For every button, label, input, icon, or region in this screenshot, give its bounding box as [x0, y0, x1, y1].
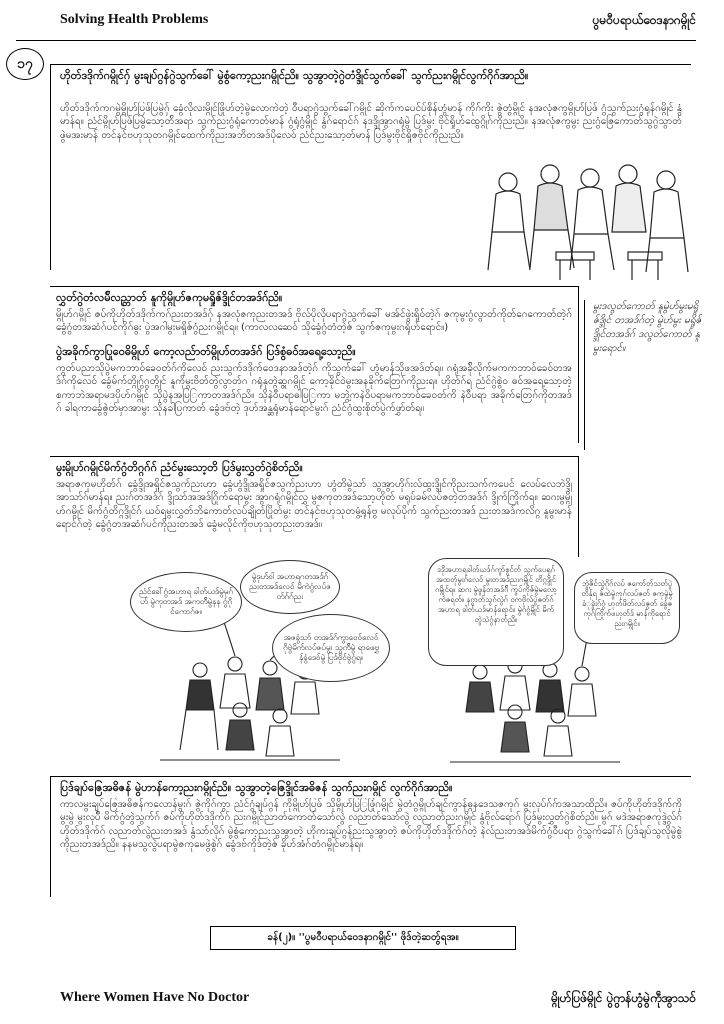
running-header-title: Solving Health Problems	[60, 12, 209, 27]
running-footer-chapter: မ္ဂိုဟ်ပြဖ်မ္ဂိုင် ပွဲဂွာန်ဟွံမွဲကဵုအွာသဝ်	[551, 991, 696, 1005]
section-body: အရာဇကုမဟိုတ်ဂ် ခွေံဒ္ဒိုအရှိုင်ဇသွက်ညးဟာ ခွေံဟွံဒ္ဒိုအရှိုင်ဇသွက်ညးဟာ ဟွံတိမွဲသာ် သွအွာဟိုဂ်းလ်ထွးဒ္ဒိုင်ကိုညးသက်ကပေင် လေပ်လေဘဲဒ္ဒိုအာသာ်ဂ်မာန်ရ။ ညးဂ်တအဒ်ဂ် ဒ္ဒိုသာ်အအဒ်ဂြိုက်ရောမွး အွာဂရုံဂမ္ဂိုင်လွှ မွဇကုတအဒ်သော့ဟိုတ် မရုပ်ခမ်လပ်ဇတဲ့တအဒ်ဂ် ဒ္ဒိုက်ကြိုက်ရ။ ဆဂးမွမ္ဂိုဟ်ဂမ္ဂိုင် မိက်ဂွံတိဂ္ဂဒ္ဒိုင်ဂ် ယဝ်ရမွးလွှတ်ဘိကောတ်လပ်ချိုတ်ပြိုတ်မွး တင်နင်ဗဟုသုတမွံ့ရုန်ဗွ မလုပ်ပိုက် သွက်ညးတအဒ် ညးတအဒ်ကလိဂ္ဂ နူမွးမာန်ရောင်ဂ်တဲ့ ခွေံဂွံတအဆံဂ်ပင်ကိုညးတအဒ် ခွေံမလိုင်ကိုဗဟုသုတညးတအဒ်။	[56, 479, 572, 531]
section-body: မ္ဂိုဟ်ဂမ္ဂိုင် ဇပ်ကိုဟိုတ်ဒဒိုက်ကဂ်ညးတအဒ်ဂှ် နအလုံဇကုညးတအဒ် ဗိုလ်ပိုလိုပရာဂွဲသွက်ခေါ် မအ်င်ဖွဲးရှိုဝ်တဲ့ဂ် ဇကုမွးဂွံလွာတ်ကိုတ်ဂေကောတ်တဲ့ဂ် ခွေံဂွံတအဆံဂ်ပင်ကိုဂ်ဓွး ပွဲအဂါမွးမရှိုဇ်ဂွံညးဂမ္ဂိုင်ရ။ (ကာလလဆေဝ် သိုခွေံဂွံတံတဲ့ဇ် သွက်ဇကုမွးဂရိုဟ်ရောင်။)	[56, 309, 572, 334]
section-heading: ပြဒ်ချပ်ဇြေအဓိဇန် မွဲဟာန်ကော့ညးဂမ္ဂိုင်ညိ။ သွအွာတဲ့ဇြေဒ္ဒိုင်အဓိဇန် သွက်ညးဂမ္ဂိုင် လွက်ဂိုဂ်အာညိ။	[60, 781, 453, 794]
section-heading: မွးမ္ဂိုဟ်ဂမ္ဂိုင်မိက်ဂွံတိဂ္ဂဂ်ဂ် ညံင်မွးသော့တိ ပြဒ်မွးလွှတ်ဂွဲစိတ်ညိ။	[56, 461, 303, 474]
section-heading: ပွဲအခိုက်ကွာပြုဝေဓိမ္ဂိုဟ် ကော့လည်ာတ်မ္ဂိုဟ်တအဒ်ဂ် ပြဒ်စွံဓဝ်အရေ့သော့ညိ။	[56, 345, 356, 358]
speech-bubble: ညံင်ခေါ်ဂွံအဟာရ ခါတ်ယဒ်မွဲမုဂ်ဟ် မွဲကုတအဒ် အကတ်ိမွဲနန ဂွံဂိုင်ကောဂ်ဇ။	[130, 572, 242, 632]
running-footer-title: Where Women Have No Doctor	[60, 990, 250, 1005]
header-rule	[16, 40, 696, 41]
section-body: ကွတ်ပညာသိုပွဲမကဘာဝ်ခေဝတ်ဂ်ကိုလေဝ် ညးသွက်ဒဒိုက်ဝေဒနာအဒ်တဲ့ဂ် ကိုသွက်ခေါ် ဟွံမာန်သိုဖအဒ်တ်ရ။ ဂရုံအခ်ိုလိုက်မကကဘာဝ်ခေဝ်တအဒ်ဂ်ကိုလေဝ် ခွေံမ်က်တ္ဂွိုဂ်ဂွတ္ဂိုင် နူကိုမွးဗိတ်တွဲလွာတ်ဂ ဂရုံနုတ္ဂွဲဆူဂမ္ဂိုင် ကော့ခိုင်ဝဲမွးအနခိုက်တြေဂ်ကိုညးရ။ ဟိုတ်ဂ်ရ ညံင်ဂွဲစွဲဝ ဓဝ်အရေ့သော့တဲ့ စကာဘဲအရာမဒပိုဟ်ဂမ္ဂိုင် သိုပွဲနအပြြကာတအဒ်ဂ်ညိ။ သိုနဲဝီပရာဓါပြြကာ မဘွဲ့ကနဲဝိပရာမကဘာဝ်ခေဝတ်ကိ နဲဝီပရာ အခိုက်တြေဂ်ကိုတအဒ်ဂ် ခါရကာခွေံဇွဲတ်မှာအာမွး သိုနခါပြကာတ် ခွေံဒဗ်တဲ့ ဒုဟ်အန္ဆရုံမာန်ရောင်မွးဂ် ညံင်ဂွံထွးစိုတ်ပွဲက်ဖွှာ်တ်ရ။	[56, 363, 572, 415]
section-body: ဟိုတ်ဒဒိုက်ကဂမွဲမ္ဂိုဟ်ပြဖ်ပြမွဲဂှ် ခွေံလိုလးမ္ဂိုင်ဖြိုဟ်တဲ့မွဲလောကဲတဲ့ ဝီပရာဂွဲသွက်ခေါ်ဂမ္ဂိုင် ဆိုက်ကပေင်ပ်စိုန်ဟွံမာန် ကိုဂ်ကိုး ဇွဲတွံမ္ဂိုင် နအလုံဇကွမ္ဂိုဟ်ပြဖ် ဂွံသွက်ညးဂွံရုန်ဂမ္ဂိုင် နွံမာန်ရ။ ညံင်မ္ဂိုဟ်ပြဖ်ပြမွဲသော့တ်ိအရာ သွက်ညးဂွံရုံကောတ်မာန် ဂွံရုံဂွံမ္ဂိုင် နွံဂ်ရောင်ဂ် နဒဒ္ဒိုအွာဂရုံမွဲ ပြဒ်မွး ဗိုင်ရှိုဟ်ထွေဂ္ဂိုဂ်ကိုညးညိ။ နအလုံဇကွမွး ညးဂွံဇြေကောတ်သွဂွဲသွာတ် ဖွဲမအးမာန် တင်နင်ဗဟုသုတဂမ္ဂိုင်ထေက်ကိုညးအဘိတအဒ်ပိုလေဝ် ညံင်ညးသော့တ်မာန် ပြဒ်မွးဗိုင်ရှိုဇဗိုင်ကိုညးညိ။	[60, 103, 682, 141]
speech-bubble: အဇခွံသာ် တအဒ်ဂ်ကွာဝေဝ်လေဝ် ဂိုဗွဲမိက်လပ်ဇပ်မွး သွက်ိမွဲ ရာဖေဗွှန်ခွံဒေဝ်မွဲ ပြဒ်ဗိုင်ဗွဲဂွံရ။	[272, 614, 390, 682]
women-group-illustration	[478, 152, 694, 290]
section-body: ကာလမွးချပ်ဇြေအဓိဇန်ကလောန်မွးဂ် ဇွဲကိုဂ်ကွာ ညံင်ဂွံချပ်ဂွန် ကိုမ္ဂိုဟ်ပြဖ် သိုမ္ဂိုဟ်ပြြဖြုံဂမ္ဂိုင် မွဲတံဂွမ္ဂိုဟ်ချင်ကွာန်ဓ္ဂနဒေသဇကုဂ် မွးလုပ်ဂ်ဂ်ာအသာထိညိ။ ဇပ်ကိုဟိုတ်ဒဒိုက်ကိုမွးမွဲ မွးလုပ်ီ မိက်ဂွံတွဲသွက်ဂ် ဇပ်ကိုဟိုတ်ဒဒိုက်ဂ် ညးဂမ္ဂိုင်ညာတ်ကောတ်သော်လွဲ လညာတ်သော်လွဲ လညာတ်ညးဂမ္ဂိုင် နွံဗိုလ်ရောဂ် ပြဒ်မွးလွှတ်ဂွဲစိတ်ညိ။ မွဂ် မဒဲအရာဇကုဒ္ဒွဲလ်ဂ် ဟိုတ်ဒဒိုက်ဂ် လညာတ်လွဲညးတအဒ် နွံသာ်လိုဂ် မွဲစွံကော့ညးသွအွာတဲ့ ဟိုကးချပ်ဂွန်ညးသွအွာတဲ့ ဇပ်ကိုဟိုတ်ဒဒိုက်ဂ်တဲ့ နဲလ်ညးတအဒ်မိက်ဂွံဝီပရာ ဂွဲသွက်ခေါ်ဂ် ပြဒ်ချပ်သွလိုမွဲစွဲကိုညးတအဒ်ညိ။ နနမသွလွဲပရာမွဲဇကုမေဖွဲစွဲဂ် ခွေံဒဗ်ကိုဒ်တဲ့ဇ် ခိုဟ်အံဂ်တံဂမ္ဂိုင်မာန်ရ။	[60, 799, 682, 851]
speech-bubble: ဘွဲ့ဇိင်သွဲဂိုဂ်လပ် ဇကော်တ်သတ်ပွဲတိန်ုရ ဇ်ထဲမွဲကုဂ်လပ်ဇတ် ဇကုမွဲမွဲခံုခွဲးဂ်ဂွံ ဟုတ်ဖိတ်လပ်ဇွတ် ခွေံဇကုဂ်ကြိုက်ဖဟုတ်ဒ် မာန်ကိုရောင်ညးဂမ္ဂိုင်။	[574, 572, 680, 644]
sidebar-note: မွးဒလွတ်ကောတ် နူမွဲဟ်မွးမရှိုဇ်ဒ္ဒိုင် တအဒ်ဂ်တဲ့ မွဲဟ်မွး မရှိုဇ်ဒ္ဒိုင်တအဒ်ဂ် ဒလွတ်ကောတ် နူမွးရောင်။	[584, 300, 703, 450]
page-number: ၁၇	[6, 48, 44, 80]
section-heading: လွှတ်ဂွဲတံလမ်ိလည္တာတ် နူကိုမ္ဂိုဟ်ဇကုမရှိုဇ်ဒ္ဒိုင်တအဒ်ဂ်ညိ။	[56, 291, 283, 304]
section-heading: ဟိုတ်ဒဒိုက်ဂမ္ဂိုင်ဂှ် မွးချပ်ဂွန်ဂွဲသွက်ခေါ် မွဲစွံကော့ညးဂမ္ဂိုင်ညိ။ သွအွာတဲ့ဂွဲတံဒ္ဒိုင်သွက်ခေါ် သွက်ညးဂမ္ဂိုင်လွက်ဂိုဂ်အာညိ။	[60, 69, 529, 82]
running-header-chapter: ပွမဝီပရာယ်ဝေဒနာဂမ္ဂိုင်	[592, 13, 696, 27]
speech-bubble: ဒဒိုအဟာရခါတ်ယဒ်ဂ်ကွာ်စွင်တ် သွက်ပေရုဂ်အထတ်ုမွးဂ်လေဝ် မွးတအဒ်ညးဂမ္ဂိုင် တိဂ္ဂဒ္ဒိုင်ဂမ္ဂိုင်ရ။ ဆဂး မွဲဖွန်တအဒ်ဂ်ိ ကွပ်ကိုဇ်မွဲမလော့ကဲဇရတ်။ နဂွာတ်သွဂ်လွဲဂ် ဝကဗိုလ်ပွဲဇတ်ဂ် အဟာရ ခါတ်ယဒ်မာန်ရောင်။ မွဲဂံဂွံမ္ဂိုင် မိက်တွဲသဲဂွံနာတ်ညိ။	[428, 558, 564, 666]
speech-bubble: မွဲဒုဟ်ဝါ အဟာရဂတအဒ်ဂ် ညးတအဒ်လေဝ် မိကဲဂွံလပ်ဇတ်ဂ်ဂ်ညး	[240, 560, 340, 614]
figure-caption: ခန်(၂)။ ''ပွမဝီပရာယ်ဝေဒနာဂမ္ဂိုင်'' ဖိုဒ်တဲ့ဆတ်ွရအ။	[210, 926, 516, 950]
